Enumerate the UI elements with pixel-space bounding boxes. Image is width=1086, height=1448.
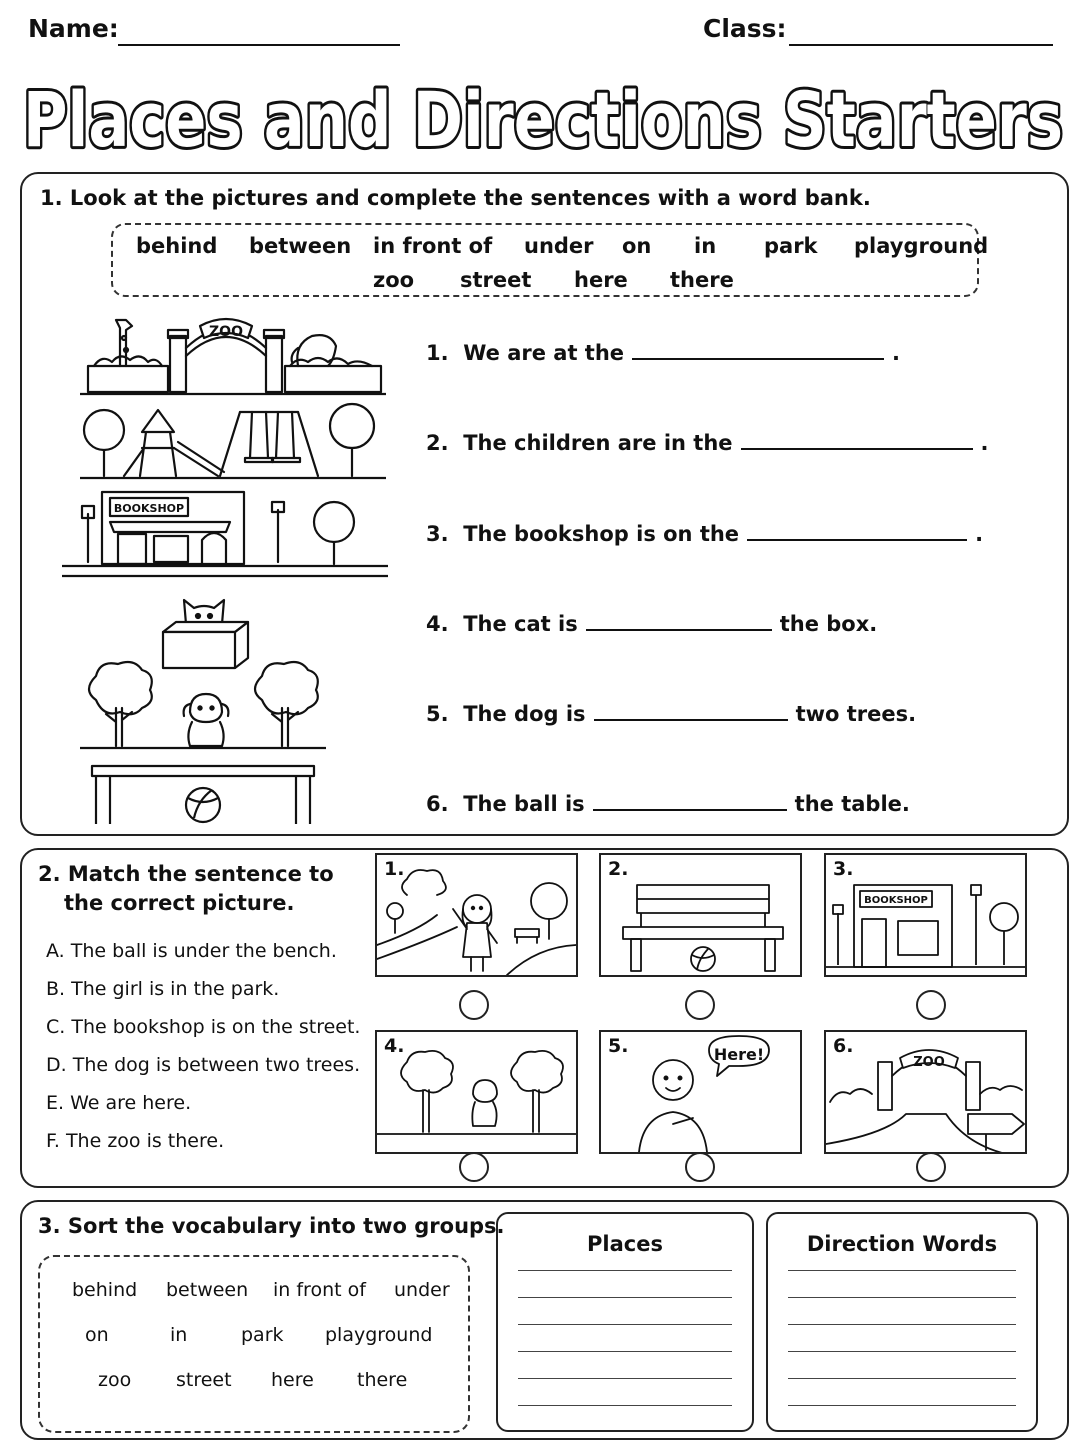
section-2-question-line-2: the correct picture. [64,891,295,915]
places-group-box [496,1212,754,1432]
street-picture [62,488,388,584]
sentence-text: The ball is [463,792,585,816]
sentence-6 [426,792,910,816]
answer-line[interactable] [788,1378,1016,1379]
vocab-word: on [85,1324,109,1346]
sentence-text: The cat is [463,612,578,636]
sentence-end: . [892,341,901,365]
sentence-number: 2. [426,431,449,455]
word-bank-item: playground [854,234,989,258]
match-sentence-c: C. The bookshop is on the street. [46,1016,361,1038]
picture-number: 3. [833,858,854,880]
sentence-end: . [980,431,989,455]
dog-trees-illustration [377,1032,576,1152]
sentence-number: 6. [426,792,449,816]
answer-circle-2[interactable] [685,990,715,1020]
word-bank-item: park [764,234,818,258]
answer-circle-3[interactable] [916,990,946,1020]
answer-line[interactable] [518,1297,732,1298]
direction-words-heading: Direction Words [806,1232,998,1256]
bookshop-illustration [826,855,1025,975]
sentence-end: . [975,522,984,546]
picture-number: 1. [384,858,405,880]
word-bank-item: there [670,268,734,292]
name-label: Name: [28,14,119,43]
sentence-text: The children are in the [463,431,733,455]
vocab-word: zoo [98,1369,132,1391]
section-1-question: 1. Look at the pictures and complete the sentences with a word bank. [40,186,871,210]
bookshop-sign-text: BOOKSHOP [113,502,185,515]
match-picture-3 [824,853,1027,977]
answer-circle-6[interactable] [916,1152,946,1182]
match-picture-6 [824,1030,1027,1154]
section-2-question-line-1: 2. Match the sentence to [38,862,334,886]
answer-line[interactable] [518,1405,732,1406]
vocab-word: between [166,1279,249,1301]
title-text: Places and Directions Starters [23,75,1063,164]
answer-circle-5[interactable] [685,1152,715,1182]
section-3-question: 3. Sort the vocabulary into two groups. [38,1214,505,1238]
zoo-there-illustration [826,1032,1025,1152]
sentence-2 [426,431,989,455]
vocab-word: in [170,1324,188,1346]
answer-line[interactable] [788,1324,1016,1325]
sentence-5 [426,702,916,726]
word-bank-item: on [622,234,652,258]
answer-line[interactable] [788,1405,1016,1406]
answer-circle-4[interactable] [459,1152,489,1182]
answer-line[interactable] [788,1270,1016,1271]
answer-line[interactable] [518,1324,732,1325]
word-bank-item: zoo [373,268,415,292]
sentence-number: 4. [426,612,449,636]
answer-blank[interactable] [593,809,787,811]
word-bank-item: under [524,234,594,258]
picture-number: 4. [384,1035,405,1057]
bench-ball-illustration [601,855,800,975]
answer-line[interactable] [518,1378,732,1379]
sentence-number: 3. [426,522,449,546]
answer-blank[interactable] [632,358,884,360]
word-bank-item: in [694,234,717,258]
word-bank-item: in front of [373,234,493,258]
girl-park-illustration [377,855,576,975]
boy-here-illustration [601,1032,800,1152]
answer-line[interactable] [788,1351,1016,1352]
answer-line[interactable] [518,1270,732,1271]
answer-circle-1[interactable] [459,990,489,1020]
sentence-number: 1. [426,341,449,365]
match-picture-1 [375,853,578,977]
vocab-word: under [394,1279,450,1301]
zoo-sign-text: ZOO [913,1055,945,1070]
vocab-word: here [271,1369,314,1391]
word-bank-item: behind [136,234,218,258]
match-sentence-d: D. The dog is between two trees. [46,1054,361,1076]
vocab-word: there [357,1369,408,1391]
answer-blank[interactable] [594,719,788,721]
picture-number: 6. [833,1035,854,1057]
picture-number: 2. [608,858,629,880]
match-sentence-b: B. The girl is in the park. [46,978,280,1000]
name-field[interactable] [118,44,400,46]
speech-bubble-text: Here! [713,1045,765,1064]
vocab-word: park [241,1324,284,1346]
class-label: Class: [703,14,787,43]
class-field[interactable] [789,44,1053,46]
vocab-word: in front of [273,1279,366,1301]
word-bank-item: here [574,268,628,292]
match-sentence-a: A. The ball is under the bench. [46,940,337,962]
word-bank [111,223,989,297]
match-picture-5 [599,1030,802,1154]
table-ball-picture [90,762,316,826]
bookshop-sign-text: BOOKSHOP [864,895,928,906]
sentence-1 [426,341,900,365]
answer-blank[interactable] [586,629,772,631]
zoo-sign-text: ZOO [209,324,243,340]
sentence-4 [426,612,877,636]
word-bank-item: between [249,234,352,258]
word-bank-item: street [460,268,532,292]
match-sentence-e: E. We are here. [46,1092,192,1114]
vocab-word: playground [325,1324,433,1346]
worksheet-title [0,64,1086,174]
sentence-end: the table. [794,792,910,816]
sentence-end: the box. [779,612,878,636]
sentence-text: We are at the [463,341,625,365]
sentence-text: The dog is [463,702,586,726]
sentence-text: The bookshop is on the [463,522,740,546]
match-sentence-f: F. The zoo is there. [46,1130,225,1152]
sentence-number: 5. [426,702,449,726]
picture-number: 5. [608,1035,629,1057]
answer-line[interactable] [788,1297,1016,1298]
vocab-word: behind [72,1279,138,1301]
zoo-picture [80,308,386,398]
dog-trees-picture [80,660,326,752]
answer-line[interactable] [518,1351,732,1352]
sentence-end: two trees. [795,702,917,726]
answer-blank[interactable] [741,448,973,450]
answer-blank[interactable] [747,539,967,541]
match-picture-4 [375,1030,578,1154]
places-heading: Places [587,1232,663,1256]
match-picture-2 [599,853,802,977]
direction-words-group-box [766,1212,1038,1432]
sentence-3 [426,522,983,546]
vocab-word: street [176,1369,232,1391]
playground-picture [80,402,386,484]
vocabulary-box [38,1255,470,1433]
